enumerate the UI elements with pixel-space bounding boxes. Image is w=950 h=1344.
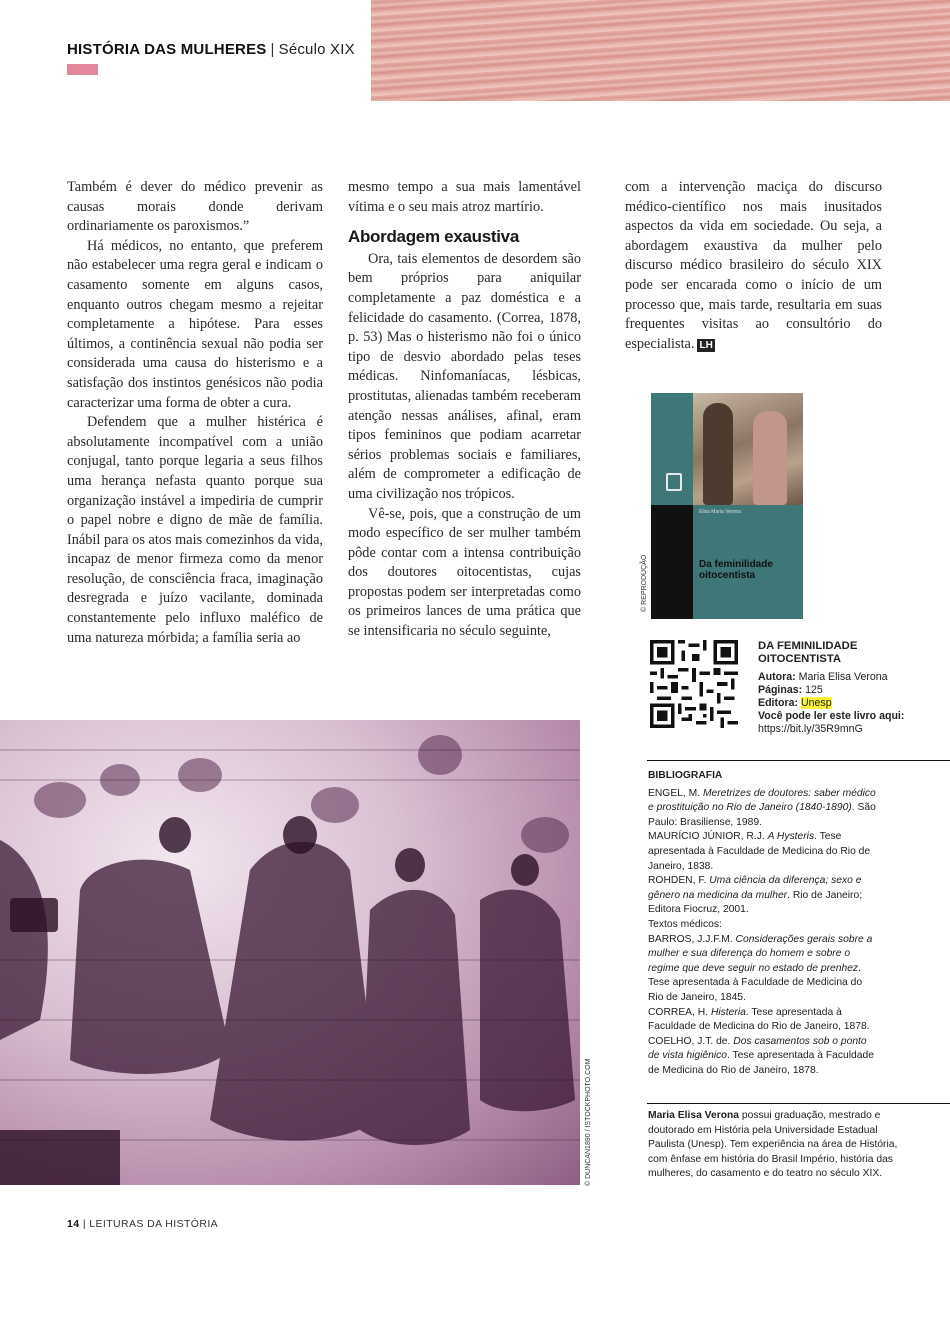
bibliography-entry: MAURÍCIO JÚNIOR, R.J. A Hysteris. Tese apresentada à Faculdade de Medicina do Rio de Janeiro, 1838. (648, 831, 871, 872)
bibliography (648, 769, 880, 1078)
article-column-2 (348, 178, 581, 642)
book-info (758, 640, 948, 736)
book-read-label: Você pode ler este livro aqui: (758, 710, 905, 722)
cover-title: Da feminilidade oitocentista (699, 559, 773, 581)
book-title: DA FEMINILIDADE OITOCENTISTA (758, 640, 858, 665)
footer-separator: | (82, 1218, 86, 1230)
article-column-1 (67, 178, 323, 648)
paragraph-text: com a intervenção maciça do discurso médico-científico nos mais inusitados aspectos da vida em sociedade. Ou seja, a abordagem exaustiva da mulher pelo discurso médico brasileiro do século XIX pode ser encarada como o início de um processo que, mais tarde, resultaria em suas frequentes visitas ao consultório do especialista. (625, 179, 882, 352)
bibliography-entry: BARROS, J.J.F.M. Considerações gerais sobre a mulher e sua diferença do homem e sobre o regime que deve seguir no estado de prenhez. Tese apresentada à Faculdade de Medicina do Rio de Janeiro, 1845. (648, 933, 873, 1003)
book-link[interactable]: https://bit.ly/35R9mnG (758, 723, 863, 735)
section-subtitle: Século XIX (278, 41, 355, 58)
bibliography-entry: ROHDEN, F. Uma ciência da diferença; sexo e gênero na medicina da mulher. Rio de Janeiro; Editora Fiocruz, 2001. (648, 875, 863, 916)
page-footer (67, 1218, 218, 1230)
book-author-row: Autora: Maria Elisa Verona (758, 671, 888, 683)
image-credit: © DUNCAN1890 / ISTOCKPHOTO.COM (585, 1058, 592, 1186)
bibliography-entry: COELHO, J.T. de. Dos casamentos sob o ponto de vista higiênico. Tese apresentada à Faculdade de Medicina do Rio de Janeiro, 1878. (648, 1035, 874, 1076)
bio-text: possui graduação, mestrado e doutorado em História pela Universidade Estadual Paulista (Unesp). Tem experiência na área de História, com ênfase em história do Brasil Império, história das mulheres, do casamento e do teatro no século XIX. (648, 1110, 898, 1180)
book-cover (651, 393, 803, 619)
book-pages-row: Páginas: 125 (758, 684, 823, 696)
qr-code-icon[interactable] (650, 640, 738, 728)
subheading: Abordagem exaustiva (348, 227, 519, 247)
bibliography-entry: CORREA, H. Histeria. Tese apresentada à Faculdade de Medicina do Rio de Janeiro, 1878. (648, 1006, 870, 1033)
bibliography-entry: Textos médicos: (648, 918, 722, 930)
cover-illustration (693, 393, 803, 505)
paragraph: Defendem que a mulher histérica é absolutamente incompatível com a união conjugal, tanto porque legaria a seus filhos uma herança nefasta quanto porque sua organização instável a impediria de cumprir o papel nobre e digno de mãe de família. Inábil para os atos mais comezinhos da vida, incapaz de menor firmeza como da menor resolução, de consciência fraca, imaginação desregrada e juízo vacilante, dominada constantemente pelo influxo maléfico de uma natureza mórbida; a família seria ao (67, 414, 323, 646)
cover-author: Elisa Maria Verona (699, 509, 741, 515)
book-publisher-row: Editora: Unesp (758, 697, 832, 709)
publisher-highlight: Unesp (800, 697, 832, 709)
end-mark-logo: LH (699, 339, 713, 351)
paragraph: Vê-se, pois, que a construção de um modo específico de ser mulher também pôde contar com a intensa contribuição dos doutores oitocentistas, cujas propostas podem ser interpretadas como os primeiros lances de uma prática que se intensificaria no século seguinte, (348, 505, 581, 640)
cover-photo-credit: © REPRODUÇÃO (641, 554, 648, 612)
bibliography-heading: BIBLIOGRAFIA (648, 770, 723, 781)
header-wood-texture (371, 0, 950, 101)
page-number: 14 (67, 1218, 80, 1230)
header-separator: | (270, 41, 275, 58)
article-column-3 (625, 178, 882, 354)
magazine-name: LEITURAS DA HISTÓRIA (89, 1218, 219, 1230)
engraving-figures (0, 720, 580, 1185)
section-accent-bar (67, 64, 98, 75)
paragraph: mesmo tempo a sua mais lamentável vítima e o seu mais atroz martírio. (348, 179, 581, 215)
author-bio (648, 1109, 908, 1182)
paragraph: Também é dever do médico prevenir as causas morais donde derivam ordinariamente os paroxismos.” (67, 179, 323, 235)
section-header (67, 41, 355, 58)
engraving-illustration (0, 720, 580, 1185)
cover-black-band (651, 505, 693, 619)
divider (647, 1103, 950, 1104)
divider (647, 760, 950, 761)
bio-name: Maria Elisa Verona (648, 1110, 740, 1121)
publisher-logo-icon (666, 473, 682, 491)
paragraph: Há médicos, no entanto, que preferem não estabelecer uma regra geral e indicam o casamento somente em alguns casos, enquanto outros chegam mesmo a rejeitar completamente a hipótese. Para esses últimos, a continência sexual não podia ser considerada uma causa do histerismo e a satisfação dos instintos genésicos não podia caracterizar uma forma de obter a cura. (67, 237, 323, 411)
section-title: HISTÓRIA DAS MULHERES (67, 41, 267, 58)
bibliography-entry: ENGEL, M. Meretrizes de doutores: saber médico e prostituição no Rio de Janeiro (1840-1890). São Paulo: Brasiliense, 1989. (648, 787, 876, 828)
paragraph: Ora, tais elementos de desordem são bem próprios para aniquilar completamente a paz doméstica e a felicidade do casamento. (Correa, 1878, p. 53) Mas o histerismo não foi o único tipo de desvio abordado pelas teses médicas. Ninfomaníacas, lésbicas, prostitutas, alienadas também receberam atenção nessas análises, afinal, eram tipos femininos que podiam acarretar sérios problemas sociais e familiares, além de comprometer a edificação de uma civilização nos trópicos. (348, 250, 581, 502)
paragraph (625, 178, 882, 354)
